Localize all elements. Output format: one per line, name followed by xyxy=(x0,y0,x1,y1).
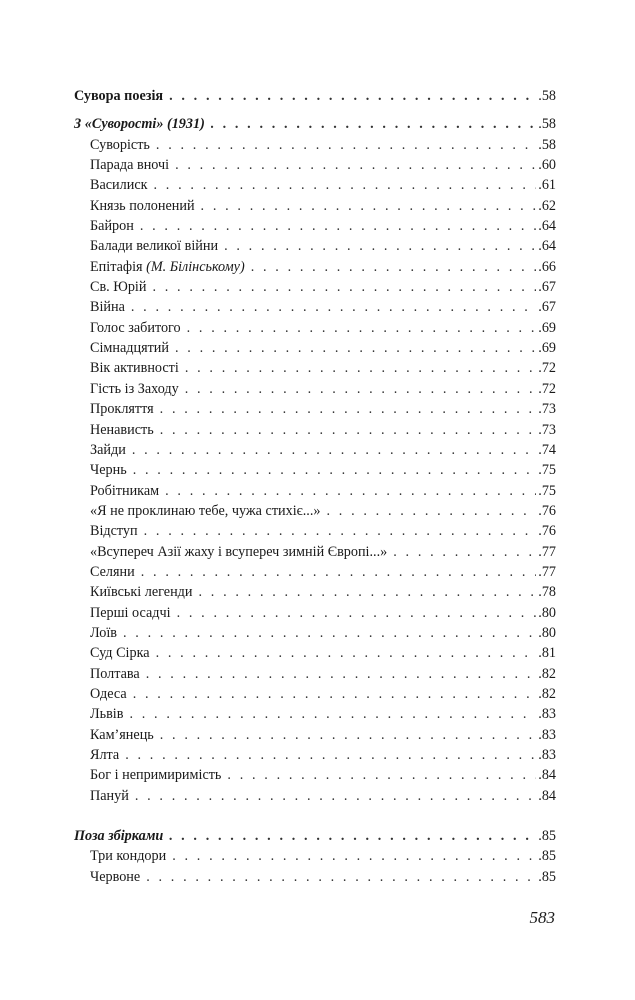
toc-entry-title xyxy=(90,521,138,541)
dot-leader xyxy=(146,867,536,887)
toc-page-number: .58 xyxy=(538,116,556,133)
dot-leader xyxy=(146,664,537,684)
dot-leader xyxy=(169,826,536,846)
toc-page-number: .67 xyxy=(538,279,556,296)
toc-page-number: .80 xyxy=(538,624,556,641)
toc-entry[interactable] xyxy=(74,501,556,521)
toc-page-number: .78 xyxy=(538,584,556,601)
dot-leader xyxy=(201,196,537,216)
dot-leader xyxy=(160,725,537,745)
toc-section-title: Поза збірками xyxy=(74,828,164,845)
toc-entry[interactable] xyxy=(74,379,556,399)
dot-leader xyxy=(251,257,537,277)
toc-entry-title xyxy=(90,155,169,175)
toc-entry-title xyxy=(90,603,171,623)
toc-entry-dedication: (М. Білінському) xyxy=(146,258,245,275)
dot-leader xyxy=(160,420,537,440)
toc-entry[interactable] xyxy=(74,725,556,745)
toc-entry-title xyxy=(90,664,140,684)
toc-page-number: .83 xyxy=(538,747,556,763)
toc-entry-title-text: Чернь xyxy=(90,462,127,479)
dot-leader xyxy=(211,114,536,134)
toc-page-number: .84 xyxy=(538,767,556,784)
dot-leader xyxy=(169,86,536,106)
toc-entry-title-text: Василиск xyxy=(90,177,148,194)
dot-leader xyxy=(160,399,537,419)
toc-page-number: .61 xyxy=(538,177,556,194)
toc-page-number: .69 xyxy=(538,340,556,357)
toc-page-number: .72 xyxy=(538,380,556,397)
toc-section-title: З «Суворості» (1931) xyxy=(74,116,205,133)
toc-section-heading[interactable] xyxy=(74,86,556,106)
toc-entry[interactable] xyxy=(74,867,556,887)
toc-entry[interactable] xyxy=(74,542,556,562)
toc-entry-title-text: Червоне xyxy=(90,868,141,885)
toc-page-number: .62 xyxy=(538,197,556,214)
dot-leader xyxy=(224,236,536,256)
toc-page-number: .83 xyxy=(538,706,556,723)
toc-entry-title xyxy=(90,623,117,643)
toc-entry-title xyxy=(90,277,146,297)
toc-page-number: .83 xyxy=(538,726,556,743)
toc-entry-title xyxy=(90,786,129,806)
dot-leader xyxy=(227,765,536,785)
toc-entry-title-text: Відступ xyxy=(90,523,138,540)
toc-entry-title xyxy=(90,725,154,745)
dot-leader xyxy=(154,175,537,195)
toc-entry-title-text: Три кондори xyxy=(90,848,167,865)
dot-leader xyxy=(123,623,536,643)
toc-entry-title xyxy=(90,501,320,521)
toc-entry-title-text: Епітафія xyxy=(90,258,143,275)
toc-entry-title xyxy=(90,358,179,378)
toc-page-number: .82 xyxy=(538,665,556,682)
toc-entry-title-text: Селяни xyxy=(90,563,135,580)
toc-entry-title-text: Ненависть xyxy=(90,421,154,438)
toc-entry-title xyxy=(90,745,119,765)
toc-entry[interactable] xyxy=(74,664,556,684)
toc-entry-title-text: Вік активності xyxy=(90,360,179,377)
toc-entry-title-text: Війна xyxy=(90,299,125,316)
toc-entry[interactable] xyxy=(74,420,556,440)
toc-entry-title-text: Парада вночі xyxy=(90,157,170,174)
dot-leader xyxy=(156,135,536,155)
toc-section-heading[interactable] xyxy=(74,114,556,134)
toc-entry[interactable] xyxy=(74,277,556,297)
toc-entry-title xyxy=(90,338,169,358)
toc-entry[interactable] xyxy=(74,460,556,480)
toc-entry-title-text: Зайди xyxy=(90,441,126,458)
toc-entry[interactable] xyxy=(74,297,556,317)
toc-entry-title xyxy=(90,236,218,256)
toc-entry-title-text: Перші осадчі xyxy=(90,604,171,621)
toc-entry-title xyxy=(90,542,387,562)
toc-section-title: Сувора поезія xyxy=(74,88,164,104)
toc-entry-title xyxy=(90,196,195,216)
toc-entry[interactable] xyxy=(74,399,556,419)
toc-page-number: .73 xyxy=(538,401,556,418)
toc-entry-title-text: Прокляття xyxy=(90,401,154,418)
dot-leader xyxy=(177,603,537,623)
toc-entry[interactable] xyxy=(74,704,556,724)
toc-page-number: .69 xyxy=(538,319,556,336)
toc-page-number: .82 xyxy=(538,685,556,702)
toc-section-heading[interactable] xyxy=(74,826,556,846)
toc-entry[interactable] xyxy=(74,440,556,460)
toc-entry[interactable] xyxy=(74,521,556,541)
toc-page-number: .84 xyxy=(538,787,556,804)
toc-entry[interactable] xyxy=(74,338,556,358)
dot-leader xyxy=(175,155,536,175)
toc-entry-title-text: Лоїв xyxy=(90,624,118,641)
dot-leader xyxy=(125,745,536,765)
toc-entry[interactable] xyxy=(74,643,556,663)
toc-page-number: .75 xyxy=(538,462,556,479)
toc-entry-title-text: Байрон xyxy=(90,218,134,235)
dot-leader xyxy=(144,521,537,541)
toc-entry-title-text: Львів xyxy=(90,706,124,723)
toc-page-number: .80 xyxy=(538,604,556,621)
toc-entry-title-text: Балади великої війни xyxy=(90,238,219,255)
toc-page-number: .74 xyxy=(538,441,556,458)
dot-leader xyxy=(198,582,536,602)
dot-leader xyxy=(129,704,536,724)
toc-entry-title xyxy=(90,175,148,195)
toc-entry-title xyxy=(90,135,150,155)
page-number: 583 xyxy=(529,908,555,927)
toc-entry-title xyxy=(90,765,221,785)
toc-entry-title xyxy=(90,867,140,887)
toc-entry[interactable] xyxy=(74,603,556,623)
toc-entry[interactable] xyxy=(74,745,556,765)
toc-entry-title-text: «Всупереч Азії жаху і всупереч зимній Європі...» xyxy=(90,543,388,560)
toc-page-number: .77 xyxy=(538,563,556,580)
dot-leader xyxy=(135,786,536,806)
toc-entry-title-text: Полтава xyxy=(90,665,140,682)
toc-entry[interactable] xyxy=(74,318,556,338)
toc-page-number: .66 xyxy=(538,258,556,275)
dot-leader xyxy=(152,277,536,297)
toc-entry-title-text: Суд Сірка xyxy=(90,645,150,662)
toc-entry-title xyxy=(90,562,135,582)
toc-entry[interactable] xyxy=(74,196,556,216)
toc-entry[interactable] xyxy=(74,684,556,704)
toc-entry[interactable] xyxy=(74,135,556,155)
toc-entry-title xyxy=(90,460,127,480)
toc-page-number: .64 xyxy=(538,218,556,235)
toc-entry-title-text: Київські легенди xyxy=(90,584,193,601)
toc-entry-title xyxy=(90,582,192,602)
dot-leader xyxy=(185,379,537,399)
dot-leader xyxy=(175,338,536,358)
toc-page-number: .85 xyxy=(538,848,556,865)
toc-page-number: .76 xyxy=(538,502,556,519)
toc-entry[interactable] xyxy=(74,358,556,378)
toc-entry-title xyxy=(90,440,126,460)
toc-entry[interactable] xyxy=(74,175,556,195)
toc-entry-title-text: Гість із Заходу xyxy=(90,380,179,397)
toc-entry-title-text: Кам’янець xyxy=(90,726,154,743)
dot-leader xyxy=(132,440,536,460)
dot-leader xyxy=(131,297,536,317)
toc-page-number: .85 xyxy=(538,828,556,845)
toc-entry[interactable] xyxy=(74,582,556,602)
toc-entry-title xyxy=(90,216,134,236)
dot-leader xyxy=(156,643,537,663)
toc-entry[interactable] xyxy=(74,562,556,582)
toc-entry[interactable] xyxy=(74,765,556,785)
toc-entry-title xyxy=(90,846,166,866)
toc-entry-title-text: Ялта xyxy=(90,747,120,763)
table-of-contents xyxy=(74,86,556,887)
toc-page-number: .75 xyxy=(538,482,556,499)
toc-page-number: .76 xyxy=(538,523,556,540)
toc-page-number: .58 xyxy=(538,136,556,153)
toc-page-number: .85 xyxy=(538,868,556,885)
toc-entry-title-text: Пануй xyxy=(90,787,129,804)
toc-entry-title xyxy=(90,704,123,724)
toc-entry-title xyxy=(90,379,179,399)
toc-entry-title-text: Князь полонений xyxy=(90,197,195,214)
toc-entry[interactable] xyxy=(74,155,556,175)
toc-entry-title-text: Одеса xyxy=(90,685,127,702)
toc-page-number: .73 xyxy=(538,421,556,438)
dot-leader xyxy=(172,846,536,866)
toc-entry-title-text: Суворість xyxy=(90,136,150,153)
dot-leader xyxy=(165,481,536,501)
dot-leader xyxy=(140,216,536,236)
toc-page-number: .77 xyxy=(538,543,556,560)
toc-entry-title-text: Робітникам xyxy=(90,482,160,499)
toc-entry-title-text: Бог і непримиримість xyxy=(90,767,222,784)
toc-entry-title xyxy=(90,297,125,317)
toc-entry-title-text: Голос забитого xyxy=(90,319,181,336)
toc-entry-title xyxy=(90,257,245,277)
toc-entry-title-text: «Я не проклинаю тебе, чужа стихіє...» xyxy=(90,502,321,519)
toc-entry[interactable] xyxy=(74,786,556,806)
dot-leader xyxy=(185,358,536,378)
dot-leader xyxy=(141,562,537,582)
toc-entry[interactable] xyxy=(74,846,556,866)
toc-entry[interactable] xyxy=(74,481,556,501)
toc-entry[interactable] xyxy=(74,236,556,256)
toc-entry-title xyxy=(90,420,154,440)
toc-page-number: .81 xyxy=(538,645,556,662)
toc-entry[interactable] xyxy=(74,623,556,643)
dot-leader xyxy=(326,501,536,521)
toc-entry-title xyxy=(90,684,127,704)
toc-page-number: .64 xyxy=(538,238,556,255)
toc-page-number: .58 xyxy=(538,88,556,104)
toc-entry[interactable] xyxy=(74,257,556,277)
toc-entry-title-text: Св. Юрій xyxy=(90,279,147,296)
toc-page-number: .67 xyxy=(538,299,556,316)
toc-entry-title xyxy=(90,399,154,419)
toc-entry[interactable] xyxy=(74,216,556,236)
dot-leader xyxy=(393,542,536,562)
toc-entry-title xyxy=(90,643,150,663)
toc-entry-title-text: Сімнадцятий xyxy=(90,340,169,357)
toc-page-number: .72 xyxy=(538,360,556,377)
toc-entry-title xyxy=(90,481,159,501)
dot-leader xyxy=(133,684,537,704)
toc-page-number: .60 xyxy=(538,157,556,174)
dot-leader xyxy=(187,318,537,338)
dot-leader xyxy=(133,460,537,480)
toc-entry-title xyxy=(90,318,181,338)
